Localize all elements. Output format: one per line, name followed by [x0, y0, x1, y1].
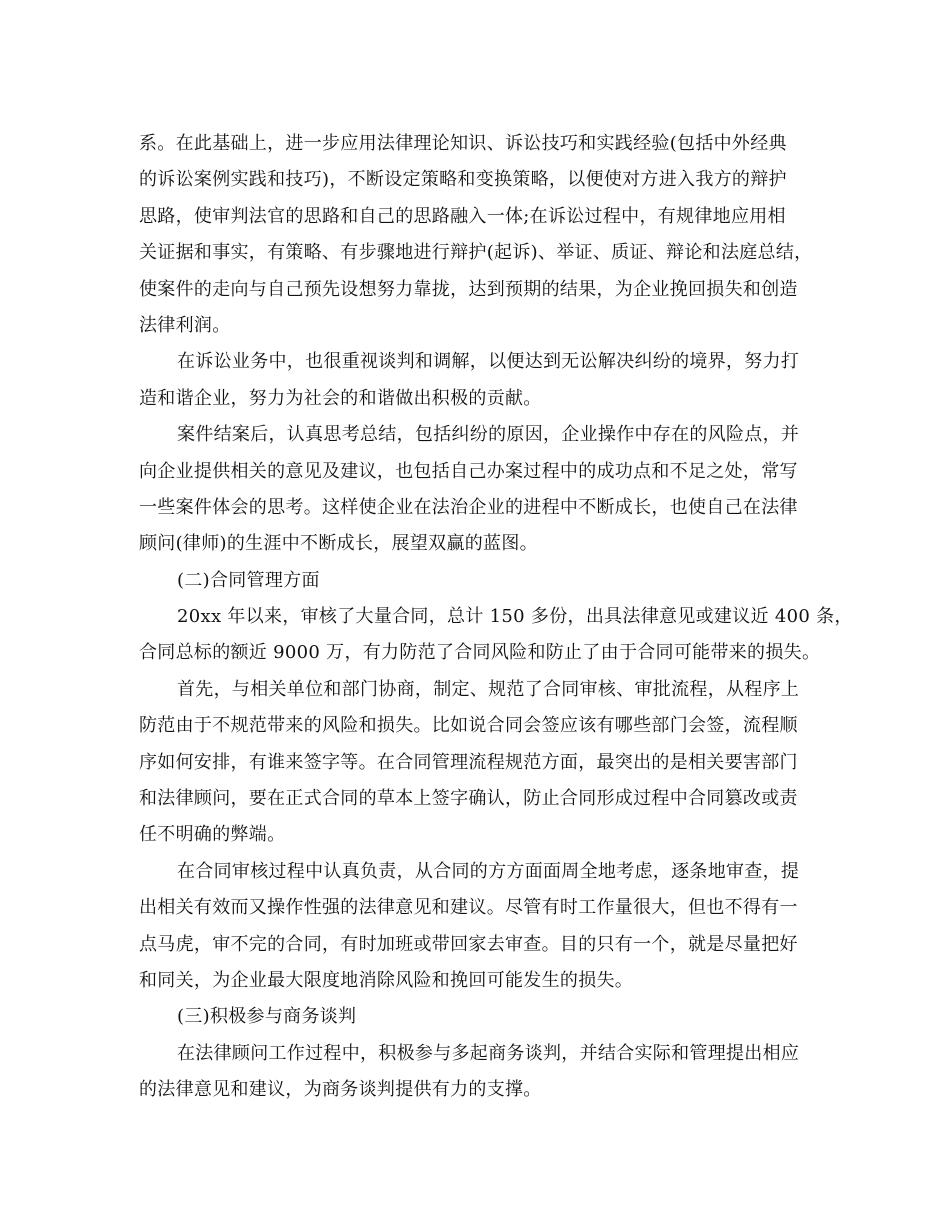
text-line: 系。在此基础上，进一步应用法律理论知识、诉讼技巧和实践经验(包括中外经典 [139, 133, 787, 154]
section-heading: (三)积极参与商务谈判 [177, 1006, 357, 1028]
paragraph-start-line: 在法律顾问工作过程中，积极参与多起商务谈判，并结合实际和管理提出相应 [177, 1042, 800, 1064]
text-line: 任不明确的弊端。 [139, 824, 286, 846]
paragraph-start-line: 案件结案后，认真思考总结，包括纠纷的原因，企业操作中存在的风险点，并 [177, 424, 800, 446]
text-line: 和同关，为企业最大限度地消除风险和挽回可能发生的损失。 [139, 969, 634, 991]
paragraph-start-line: 首先，与相关单位和部门协商，制定、规范了合同审核、审批流程，从程序上 [177, 678, 800, 700]
text-line: 的诉讼案例实践和技巧)，不断设定策略和变换策略，以便使对方进入我方的辩护 [139, 169, 787, 191]
paragraph-start-line: 在合同审核过程中认真负责，从合同的方方面面周全地考虑，逐条地审查，提 [177, 860, 800, 882]
section-heading: (二)合同管理方面 [177, 569, 320, 591]
text-line: 法律利润。 [139, 314, 231, 336]
text-line: 造和谐企业，努力为社会的和谐做出积极的贡献。 [139, 387, 542, 409]
text-line: 关证据和事实，有策略、有步骤地进行辩护(起诉)、举证、质证、辩论和法庭总结， [139, 242, 813, 264]
text-line: 顾问(律师)的生涯中不断成长，展望双赢的蓝图。 [139, 533, 538, 555]
document-body [139, 126, 853, 1109]
paragraph-start-line: 20xx 年以来，审核了大量合同，总计 150 多份，出具法律意见或建议近 400 条， [177, 606, 853, 628]
text-line: 的法律意见和建议，为商务谈判提供有力的支撑。 [139, 1079, 542, 1101]
text-line: 防范由于不规范带来的风险和损失。比如说合同会签应该有哪些部门会签，流程顺 [139, 715, 798, 737]
text-line: 一些案件体会的思考。这样使企业在法治企业的进程中不断成长，也使自己在法律 [139, 496, 798, 518]
text-line: 序如何安排，有谁来签字等。在合同管理流程规范方面，最突出的是相关要害部门 [139, 751, 798, 773]
text-line: 和法律顾问，要在正式合同的草本上签字确认，防止合同形成过程中合同篡改或责 [139, 788, 798, 810]
text-line: 向企业提供相关的意见及建议，也包括自己办案过程中的成功点和不足之处，常写 [139, 460, 798, 482]
text-line: 思路，使审判法官的思路和自己的思路融入一体;在诉讼过程中，有规律地应用相 [139, 205, 786, 227]
paragraph-start-line: 在诉讼业务中，也很重视谈判和调解，以便达到无讼解决纠纷的境界，努力打 [177, 351, 800, 373]
text-line: 合同总标的额近 9000 万，有力防范了合同风险和防止了由于合同可能带来的损失。 [139, 642, 821, 664]
text-line: 使案件的走向与自己预先设想努力靠拢，达到预期的结果，为企业挽回损失和创造 [139, 278, 798, 300]
text-line: 点马虎，审不完的合同，有时加班或带回家去审查。目的只有一个，就是尽量把好 [139, 933, 798, 955]
text-line: 出相关有效而又操作性强的法律意见和建议。尽管有时工作量很大，但也不得有一 [139, 897, 798, 919]
